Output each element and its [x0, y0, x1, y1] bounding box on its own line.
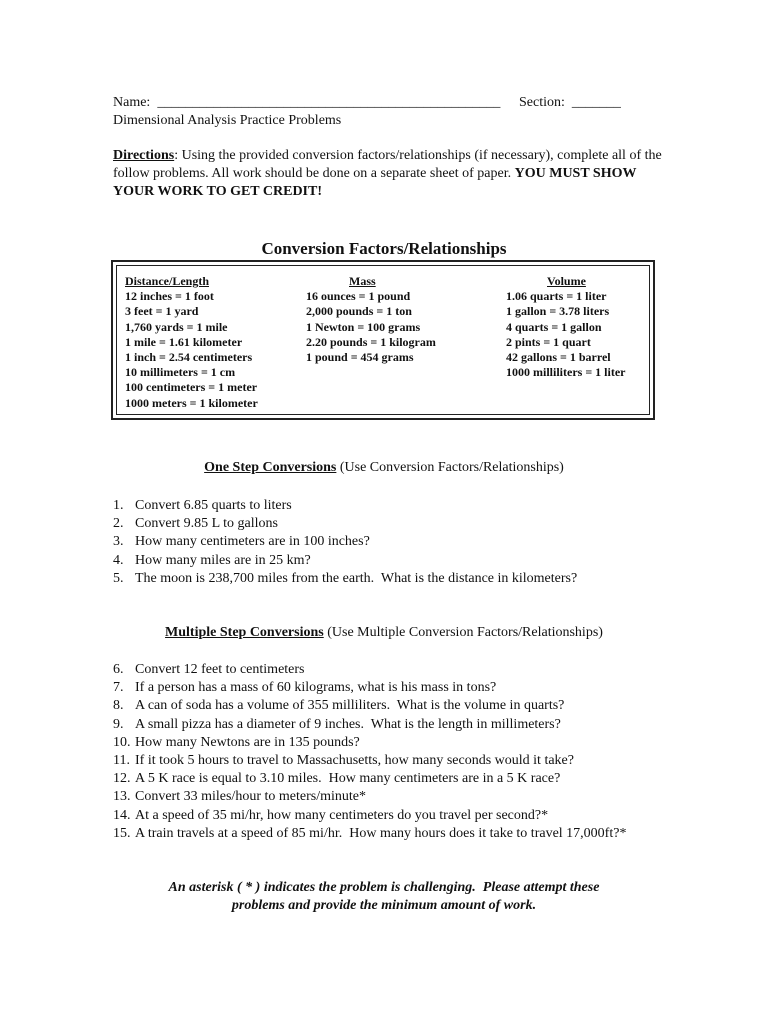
problem-text: How many centimeters are in 100 inches? — [135, 534, 370, 550]
problem-text: How many miles are in 25 km? — [135, 552, 311, 568]
problem-number: 1. — [113, 498, 124, 513]
section-field-line: Section: _______ — [519, 95, 621, 110]
one-step-heading — [0, 460, 768, 476]
volume-column — [506, 274, 625, 380]
problem-number: 4. — [113, 552, 124, 568]
problem-item — [113, 716, 626, 734]
problem-text: If it took 5 hours to travel to Massachusetts, how many seconds would it take? — [135, 753, 574, 769]
volume-row: 42 gallons = 1 barrel — [506, 350, 611, 365]
problem-number: 5. — [113, 570, 124, 586]
problem-item — [113, 552, 577, 570]
problem-number: 8. — [113, 698, 124, 714]
problem-item — [113, 661, 626, 679]
problem-text: Convert 33 miles/hour to meters/minute* — [135, 789, 366, 805]
distance-row: 12 inches = 1 foot — [125, 289, 214, 304]
distance-row: 1 mile = 1.61 kilometer — [125, 334, 243, 349]
problem-item — [113, 679, 626, 697]
directions-label: Directions — [113, 148, 175, 163]
volume-row: 4 quarts = 1 gallon — [506, 319, 602, 334]
problem-item — [113, 515, 577, 533]
conversion-factors-title: Conversion Factors/Relationships — [261, 239, 507, 258]
problem-item — [113, 770, 626, 788]
distance-row: 1000 meters = 1 kilometer — [125, 395, 258, 410]
distance-row: 1,760 yards = 1 mile — [125, 319, 228, 334]
distance-length-column — [125, 274, 258, 411]
directions-emphasis: YOU MUST SHOW YOUR WORK TO GET CREDIT! — [113, 166, 637, 199]
multi-step-note: (Use Multiple Conversion Factors/Relationships) — [323, 625, 603, 640]
multi-step-title: Multiple Step Conversions — [165, 625, 324, 640]
problem-number: 12. — [113, 771, 131, 787]
problem-number: 7. — [113, 680, 124, 696]
distance-length-heading: Distance/Length — [125, 274, 209, 288]
problem-item — [113, 533, 577, 551]
multi-step-heading — [0, 625, 768, 641]
problem-number: 11. — [113, 753, 130, 769]
problem-text: Convert 12 feet to centimeters — [135, 662, 305, 677]
mass-row: 1 Newton = 100 grams — [306, 319, 421, 334]
problem-number: 6. — [113, 662, 124, 677]
problem-number: 10. — [113, 734, 131, 750]
mass-row: 2.20 pounds = 1 kilogram — [306, 334, 436, 349]
problem-item — [113, 788, 626, 806]
distance-row: 10 millimeters = 1 cm — [125, 365, 236, 380]
directions-text: : Using the provided conversion factors/relationships (if necessary), complete all of the follow problems. All work should be done on a separate sheet of paper. — [113, 148, 662, 181]
mass-heading: Mass — [349, 274, 376, 288]
one-step-title: One Step Conversions — [204, 460, 337, 475]
mass-column — [306, 274, 436, 365]
distance-row: 1 inch = 2.54 centimeters — [125, 350, 253, 365]
problem-item — [113, 807, 626, 825]
problem-item — [113, 734, 626, 752]
problem-text: A can of soda has a volume of 355 milliliters. What is the volume in quarts? — [135, 698, 565, 714]
one-step-note: (Use Conversion Factors/Relationships) — [336, 460, 564, 475]
worksheet-subtitle: Dimensional Analysis Practice Problems — [113, 113, 342, 128]
asterisk-note-line-1: An asterisk ( * ) indicates the problem is challenging. Please attempt these — [168, 880, 600, 895]
problem-text: How many Newtons are in 135 pounds? — [135, 734, 360, 750]
problem-item — [113, 752, 626, 770]
problem-text: If a person has a mass of 60 kilograms, what is his mass in tons? — [135, 680, 497, 696]
asterisk-note-line-2: problems and provide the minimum amount of work. — [231, 898, 537, 913]
directions-paragraph — [113, 147, 673, 201]
volume-row: 2 pints = 1 quart — [506, 334, 591, 349]
volume-row: 1000 milliliters = 1 liter — [506, 365, 626, 380]
one-step-problem-list — [113, 497, 577, 588]
name-field-line: Name: _________________________________________________ — [113, 95, 501, 110]
problem-text: Convert 9.85 L to gallons — [135, 516, 278, 532]
problem-text: At a speed of 35 mi/hr, how many centimeters do you travel per second?* — [135, 807, 549, 823]
problem-item — [113, 497, 577, 515]
problem-number: 15. — [113, 825, 131, 841]
problem-number: 14. — [113, 807, 131, 823]
mass-row: 1 pound = 454 grams — [306, 350, 414, 365]
problem-item — [113, 825, 626, 843]
problem-item — [113, 697, 626, 715]
problem-text: The moon is 238,700 miles from the earth. What is the distance in kilometers? — [135, 570, 578, 586]
distance-row: 100 centimeters = 1 meter — [125, 380, 258, 395]
problem-number: 9. — [113, 716, 124, 732]
multi-step-problem-list — [113, 661, 626, 843]
mass-row: 2,000 pounds = 1 ton — [306, 304, 412, 319]
volume-row: 1 gallon = 3.78 liters — [506, 304, 610, 319]
problem-number: 2. — [113, 516, 124, 532]
volume-heading: Volume — [547, 274, 586, 288]
problem-text: Convert 6.85 quarts to liters — [135, 498, 292, 513]
conversion-factors-inner-border — [116, 265, 650, 415]
asterisk-note — [0, 879, 768, 915]
problem-item — [113, 570, 577, 588]
problem-number: 13. — [113, 789, 131, 805]
distance-row: 3 feet = 1 yard — [125, 304, 199, 319]
problem-text: A 5 K race is equal to 3.10 miles. How many centimeters are in a 5 K race? — [135, 771, 561, 787]
problem-text: A small pizza has a diameter of 9 inches. What is the length in millimeters? — [135, 716, 561, 732]
volume-row: 1.06 quarts = 1 liter — [506, 289, 607, 304]
problem-text: A train travels at a speed of 85 mi/hr. How many hours does it take to travel 17,000ft?* — [135, 825, 627, 841]
conversion-factors-box — [111, 260, 655, 420]
problem-number: 3. — [113, 534, 124, 550]
mass-row: 16 ounces = 1 pound — [306, 289, 411, 304]
